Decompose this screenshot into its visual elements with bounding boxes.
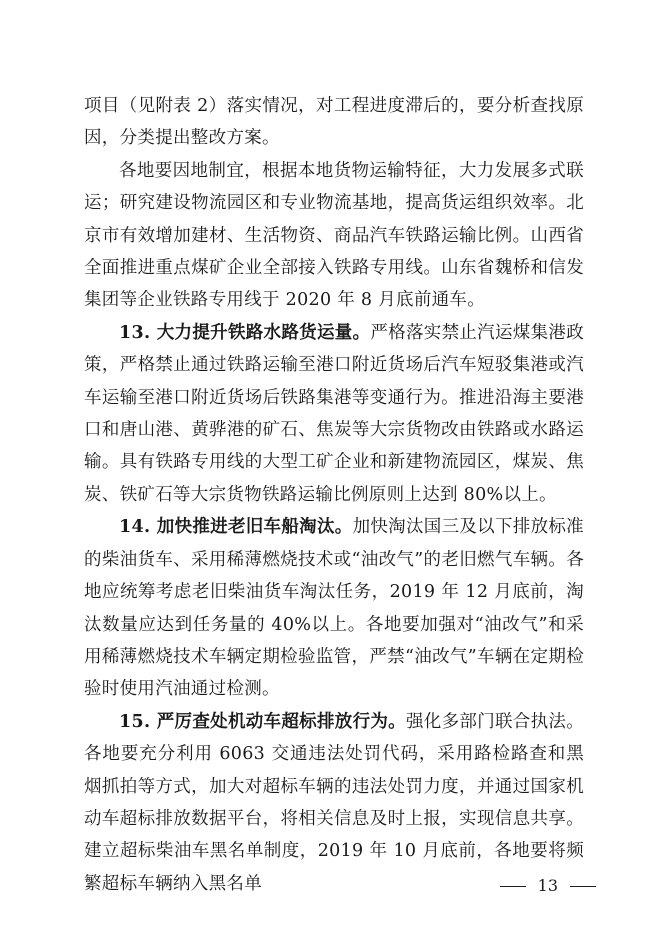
heading-item-14: 14. 加快推进老旧车船淘汰。	[119, 517, 353, 538]
body-text	[84, 90, 584, 900]
heading-item-13: 13. 大力提升铁路水路货运量。	[119, 322, 371, 343]
text-item-13: 严格落实禁止汽运煤集港政策，严格禁止通过铁路运输至港口附近货场后汽车短驳集港或汽车运输至港口附近货场后铁路集港等变通行为。推进沿海主要港口和唐山港、黄骅港的矿石、焦炭等大宗货物改由铁路或水路运输。具有铁路专用线的大型工矿企业和新建物流园区，煤炭、焦炭、铁矿石等大宗货物铁路运输比例原则上达到 80%以上。	[84, 322, 584, 505]
page-footer	[0, 876, 596, 895]
paragraph-item-15	[84, 706, 584, 900]
text-item-14: 加快淘汰国三及以下排放标准的柴油货车、采用稀薄燃烧技术或“油改气”的老旧燃气车辆。各地应统筹考虑老旧柴油货车淘汰任务，2019 年 12 月底前，淘汰数量应达到任务量的 40%以上。各地要加强对“油改气”和采用稀薄燃烧技术车辆定期检验监管，严禁“油改气”车辆在定期检验时使用汽油通过检测。	[84, 517, 584, 700]
footer-dash-right	[570, 886, 596, 887]
footer-dash-left	[500, 886, 526, 887]
paragraph-item-13	[84, 317, 584, 511]
heading-item-15: 15. 严厉查处机动车超标排放行为。	[119, 711, 406, 732]
page-number: 13	[537, 876, 558, 895]
paragraph-item-14	[84, 511, 584, 705]
paragraph-continuation: 项目（见附表 2）落实情况，对工程进度滞后的，要分析查找原因，分类提出整改方案。	[84, 96, 584, 149]
text-item-15: 强化多部门联合执法。各地要充分利用 6063 交通违法处罚代码，采用路检路查和黑烟抓拍等方式，加大对超标车辆的违法处罚力度，并通过国家机动车超标排放数据平台，将相关信息及时上报，实现信息共享。建立超标柴油车黑名单制度，2019 年 10 月底前，各地要将频繁超标车辆纳入黑名单	[84, 711, 585, 894]
paragraph-multimodal: 各地要因地制宜，根据本地货物运输特征，大力发展多式联运；研究建设物流园区和专业物流基地，提高货运组织效率。北京市有效增加建材、生活物资、商品汽车铁路运输比例。山西省全面推进重点煤矿企业全部接入铁路专用线。山东省魏桥和信发集团等企业铁路专用线于 2020 年 8 月底前通车。	[84, 160, 584, 311]
